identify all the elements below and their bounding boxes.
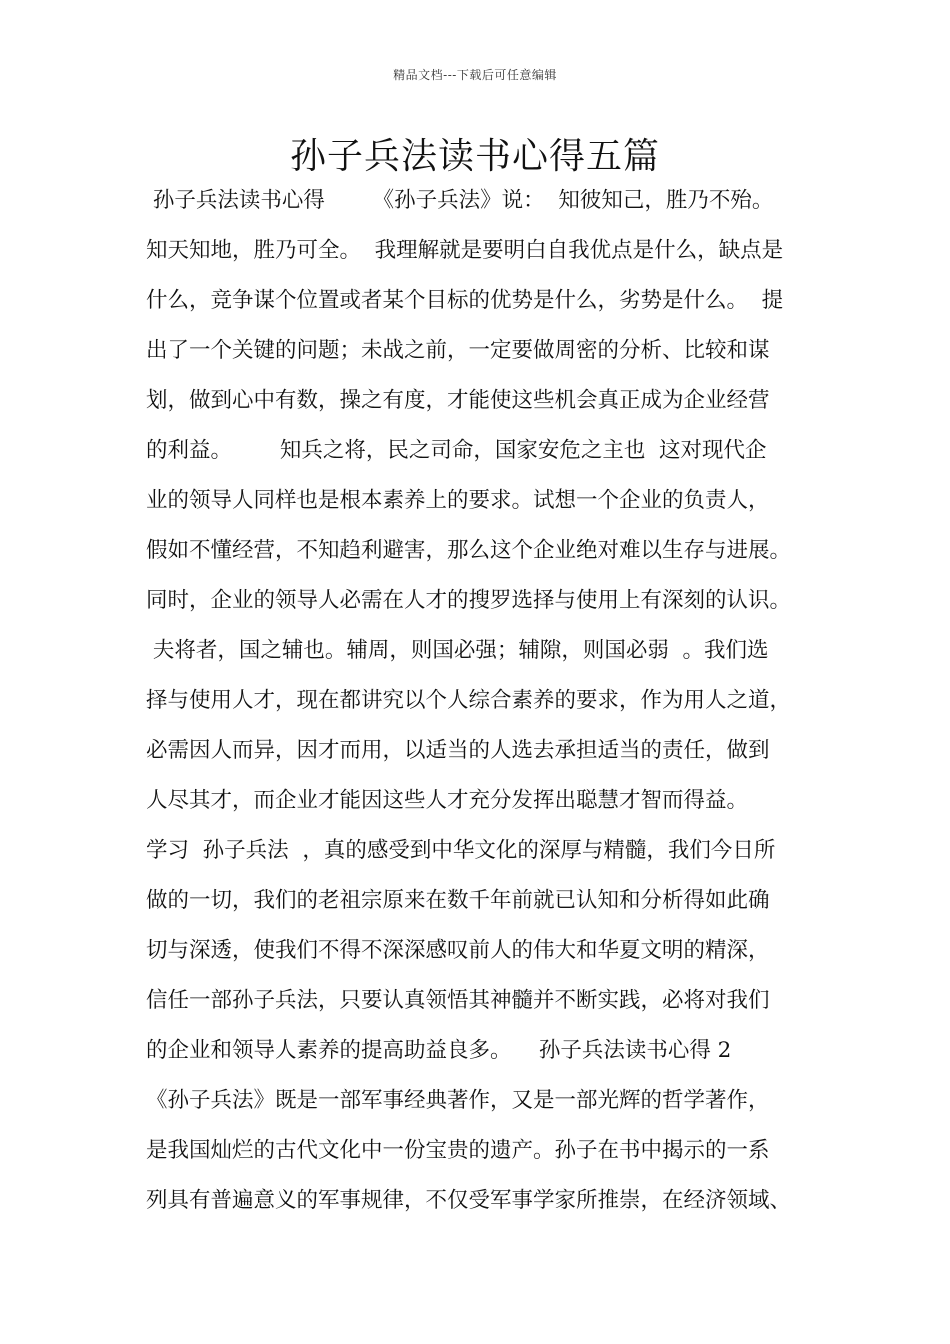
body-line: 假如不懂经营，不知趋利避害，那么这个企业绝对难以生存与进展。	[146, 538, 792, 563]
body-line: 划，做到心中有数，操之有度，才能使这些机会真正成为企业经营	[146, 388, 770, 413]
header-note: 精品文档---下载后可任意编辑	[393, 68, 557, 82]
body-line: 学习 孙子兵法 ，真的感受到中华文化的深厚与精髓，我们今日所	[146, 838, 776, 863]
body-line: 择与使用人才，现在都讲究以个人综合素养的要求，作为用人之道，	[146, 688, 792, 713]
body-line: 切与深透，使我们不得不深深感叹前人的伟大和华夏文明的精深，	[146, 938, 770, 963]
body-line: 是我国灿烂的古代文化中一份宝贵的遗产。孙子在书中揭示的一系	[146, 1138, 770, 1163]
body-line: 的企业和领导人素养的提高助益良多。 孙子兵法读书心得 2	[146, 1038, 732, 1063]
body-line: 列具有普遍意义的军事规律，不仅受军事学家所推崇，在经济领域、	[146, 1188, 792, 1213]
document-body	[146, 186, 826, 1236]
body-line: 的利益。 知兵之将，民之司命，国家安危之主也 这对现代企	[146, 438, 767, 463]
body-line: 出了一个关键的问题；未战之前，一定要做周密的分析、比较和谋	[146, 338, 770, 363]
body-line: 业的领导人同样也是根本素养上的要求。试想一个企业的负责人，	[146, 488, 770, 513]
body-line: 知天知地，胜乃可全。 我理解就是要明白自我优点是什么，缺点是	[146, 238, 784, 263]
body-line: 同时，企业的领导人必需在人才的搜罗选择与使用上有深刻的认识。	[146, 588, 792, 613]
body-line: 做的一切，我们的老祖宗原来在数千年前就已认知和分析得如此确	[146, 888, 770, 913]
body-line: 孙子兵法读书心得 《孙子兵法》说： 知彼知己，胜乃不殆。	[146, 188, 774, 213]
body-line: 必需因人而异，因才而用，以适当的人选去承担适当的责任，做到	[146, 738, 770, 763]
body-line: 信任一部孙子兵法，只要认真领悟其神髓并不断实践，必将对我们	[146, 988, 770, 1013]
body-line: 人尽其才，而企业才能因这些人才充分发挥出聪慧才智而得益。	[146, 788, 749, 813]
body-line: 夫将者，国之辅也。辅周，则国必强；辅隙，则国必弱 。我们选	[146, 638, 769, 663]
document-title: 孙子兵法读书心得五篇	[289, 136, 660, 177]
body-line: 什么，竞争谋个位置或者某个目标的优势是什么，劣势是什么。 提	[146, 288, 784, 313]
body-line: 《孙子兵法》既是一部军事经典著作，又是一部光辉的哲学著作，	[146, 1088, 770, 1113]
